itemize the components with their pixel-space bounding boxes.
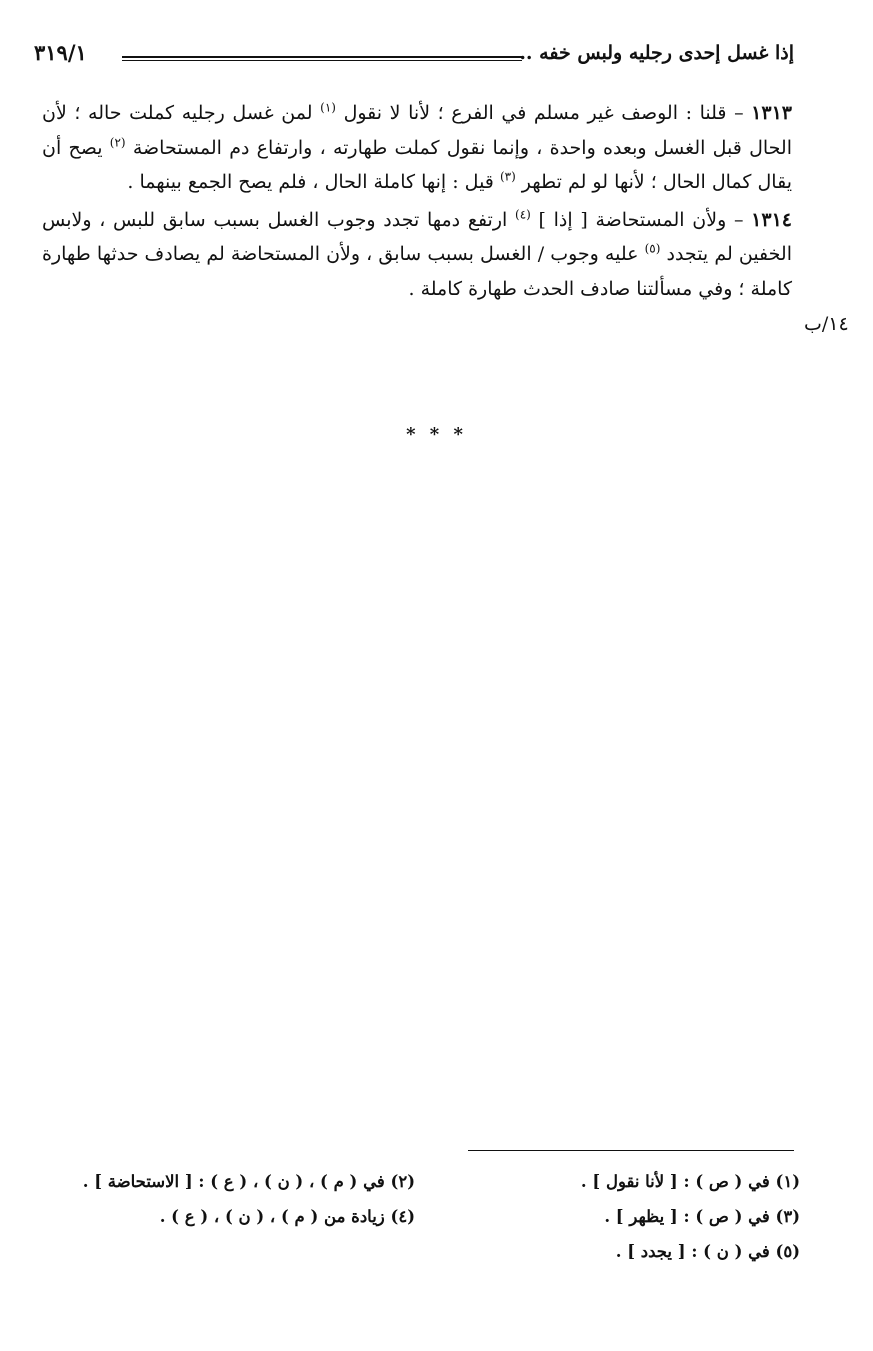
footnote-3: (٣) في ( ص ) : [ يظهر ] .: [604, 1207, 800, 1226]
section-separator: * * *: [406, 424, 467, 445]
manuscript-folio-note: ١٤/ب: [804, 313, 849, 335]
footnote-5: (٥) في ( ن ) : [ يجدد ] .: [615, 1242, 800, 1261]
paragraph-text: ارتفع دمها تجدد وجوب الغسل بسبب سابق للبس ، ولابس الخفين لم يتجدد: [42, 208, 792, 265]
footnote-ref-3: (٣): [499, 169, 516, 184]
footnote-4: (٤) زيادة من ( م ) ، ( ن ) ، ( ع ) .: [159, 1207, 415, 1226]
paragraph-text: يصح أن يقال كمال الحال ؛ لأنها لو لم تطهر: [42, 136, 792, 193]
main-text: [42, 96, 792, 309]
paragraph-text: ولأن المستحاضة [ إذا ]: [530, 208, 727, 231]
paragraph-number: ١٣١٣: [751, 102, 792, 124]
footnote-ref-4: (٤): [515, 207, 531, 222]
paragraph-text: قلنا : الوصف غير مسلم في الفرع ؛ لأنا لا نقول: [335, 102, 727, 124]
footnote-2: (٢) في ( م ) ، ( ن ) ، ( ع ) : [ الاستحاضة ] .: [82, 1172, 415, 1191]
header-rule: [122, 56, 522, 58]
paragraph-1314: [42, 203, 792, 307]
paragraph-number: ١٣١٤: [751, 208, 792, 231]
paragraph-1313: [42, 96, 792, 200]
paragraph-text: لمن غسل رجليه كملت حاله ؛ لأن الحال قبل الغسل وبعده واحدة ، وإنما نقول كملت طهارته ، وارتفاع دم المستحاضة: [42, 102, 793, 159]
page-header: [34, 40, 794, 76]
footnotes: [40, 1164, 800, 1274]
footnote-rule: [468, 1150, 794, 1151]
paragraph-dash: –: [726, 208, 752, 231]
page-number: ٣١٩/١: [34, 40, 87, 65]
running-title: إذا غسل إحدى رجليه ولبس خفه ..: [519, 42, 794, 64]
footnote-ref-2: (٢): [109, 135, 126, 150]
footnotes-column-right: [460, 1164, 800, 1269]
footnote-ref-5: (٥): [644, 241, 661, 256]
footnote-1: (١) في ( ص ) : [ لأنا نقول ] .: [580, 1172, 800, 1191]
paragraph-text: عليه وجوب / الغسل بسبب سابق ، ولأن المستحاضة لم يصادف حدثها طهارة كاملة ؛ وفي مسألتنا صادف الحدث طهارة كاملة .: [42, 243, 792, 300]
footnotes-column-left: [40, 1164, 415, 1234]
paragraph-text: قيل : إنها كاملة الحال ، فلم يصح الجمع بينهما .: [127, 171, 500, 193]
paragraph-dash: –: [726, 102, 752, 124]
footnote-ref-1: (١): [320, 100, 336, 115]
